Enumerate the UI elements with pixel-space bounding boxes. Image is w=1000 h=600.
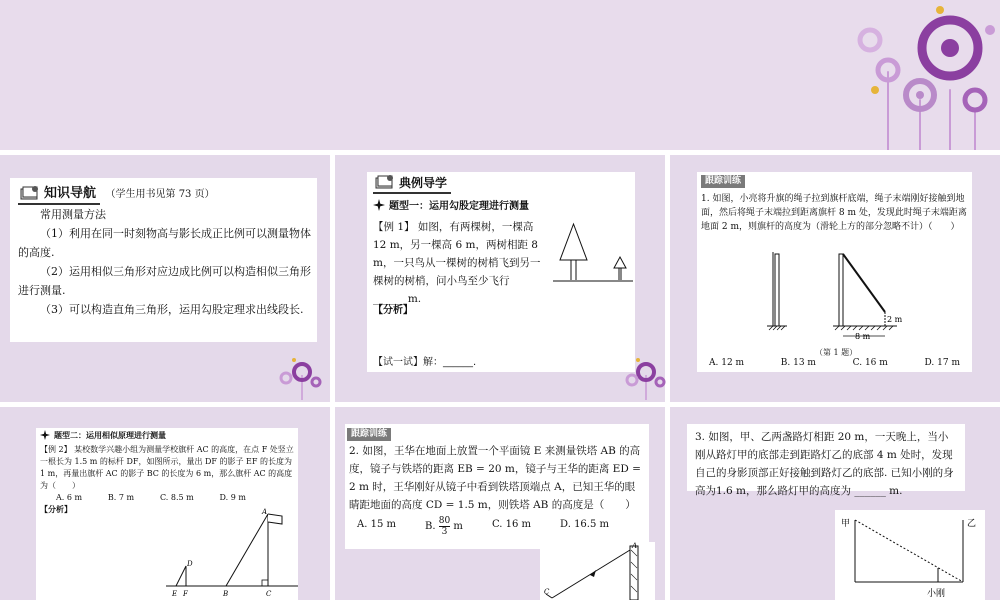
practice-question-3-panel [687,424,965,497]
question-type-text: 题型一：运用勾股定理进行测量 [389,201,529,212]
choice-b[interactable]: B. $\frac{80}{3}$ m [425,516,463,537]
choice-d[interactable]: D. 9 m [219,493,246,502]
question-type-text: 题型二：运用相似原理进行测量 [54,431,166,440]
label-a: A [262,508,268,516]
figure-caption: （第 1 题） [815,348,858,357]
label-8m: 8 m [855,332,871,341]
question-type-heading [373,198,635,216]
book-icon [375,174,395,190]
choice-c[interactable]: C. 16 m [491,519,531,530]
label-c: C [544,588,550,596]
star-icon [373,199,385,211]
label-d: D [187,560,193,568]
question-text: 2. 如图，王华在地面上放置一个平面镜 E 来测量铁塔 AB 的高度，镜子与铁塔的距离 EB = 20 m，镜子与王华的距离 ED = 2 m 时，王华刚好从镜子中看到铁塔顶端点 A，已知王华的眼睛距地面的高度 CD = 1.5 m，则铁塔 AB 的高度是（ ） [349,445,641,511]
decorative-flower-small-icon [272,350,328,400]
answer-choices [56,492,246,504]
example-question: 【例 1】 如图，有两棵树，一棵高 12 m，另一棵高 6 m，两树相距 8 m，一只鸟从一棵树的树梢飞到另一棵树的树梢，问小鸟至少飞行 ______ m. [373,221,541,305]
text-line: （1）利用在同一时刻物高与影长成正比例可以测量物体的高度. [18,227,311,259]
choice-a[interactable]: A. 15 m [357,519,396,530]
header-band [0,0,1000,150]
street-lamp-figure [835,510,985,600]
choice-a[interactable]: A. 12 m [709,358,745,368]
knowledge-navigation-panel [10,178,317,342]
answer-choices [709,356,960,370]
choice-d[interactable]: D. 16.5 m [560,519,609,530]
try-it-answer-line: 【试一试】解：______. [373,357,477,368]
analysis-label: 【分析】 [373,305,413,316]
flagpole-rope-figure [757,250,917,342]
follow-up-practice-panel-1 [697,172,972,372]
star-icon [40,430,50,440]
choice-a[interactable]: A. 6 m [56,493,83,502]
label-lamp-jia: 甲 [841,519,851,529]
question-text: 1. 如图，小亮将升旗的绳子拉到旗杆底端，绳子末端刚好接触到地面，然后将绳子末端拉到距离旗杆 8 m 处，发现此时绳子末端距离地面 2 m，则旗杆的高度为（滑轮上方的部分忽略不计）（ ） [701,194,967,232]
question-type-heading [40,430,298,442]
analysis-label: 【分析】 [40,505,72,514]
choice-b[interactable]: B. 7 m [107,493,135,502]
choice-c[interactable]: C. 16 m [852,358,888,368]
example-guide-panel [367,172,635,372]
label-f: F [183,590,188,598]
follow-up-practice-panel-2 [345,424,649,549]
label-b: B [223,590,229,598]
text-line: 常用测量方法 [40,208,106,221]
choice-c[interactable]: C. 8.5 m [159,493,194,502]
two-trees-figure [553,220,633,285]
label-a: A [632,542,638,550]
mirror-tower-figure [540,542,655,600]
label-xiaogang: 小刚 [927,589,946,599]
section-title: 知识导航 [44,186,97,201]
practice-tag: 跟踪训练 [701,175,745,188]
column-divider-left [330,150,335,600]
question-text: 3. 如图，甲、乙两盏路灯相距 20 m，一天晚上，当小刚从路灯甲的底部走到距路灯乙的底部 4 m 处时，发现自己的身影顶部正好接触到路灯乙的底部. 已知小刚的身高为1.6 m，那么路灯甲的高度为 ______ m. [695,431,954,497]
choice-b-label: B. [425,521,436,532]
flagpole-shadow-figure [166,506,298,600]
text-line: （2）运用相似三角形对应边成比例可以构造相似三角形进行测量. [18,265,311,297]
row-divider-top [0,150,1000,155]
fraction-80-3: $\frac{80}{3}$ [438,516,451,537]
example-question: 【例 2】 某校数学兴趣小组为测量学校旗杆 AC 的高度，在点 F 处竖立一根长为 1.5 m 的标杆 DF，如图所示，量出 DF 的影子 EF 的长度为 1 m，再量出旗杆 AC 的影子 BC 的长度为 6 m，那么旗杆 AC 的高度为（ ） [40,445,294,490]
practice-tag: 跟踪训练 [347,428,391,441]
label-c: C [266,590,272,598]
choice-b[interactable]: B. 13 m [780,358,816,368]
section-header [373,172,451,194]
text-line: （3）可以构造直角三角形，运用勾股定理求出线段长. [40,303,304,316]
choice-d[interactable]: D. 17 m [924,358,960,368]
label-e: E [172,590,178,598]
book-icon [20,185,40,201]
reference-note: （学生用书见第 73 页） [105,189,215,200]
section-title: 典例导学 [399,176,448,190]
label-2m: 2 m [887,315,903,324]
label-lamp-yi: 乙 [967,519,977,529]
section-header [18,184,100,205]
row-divider-middle [0,402,1000,407]
example-2-panel [36,428,298,600]
answer-choices [357,516,609,537]
decorative-flower-icon [840,0,1000,150]
